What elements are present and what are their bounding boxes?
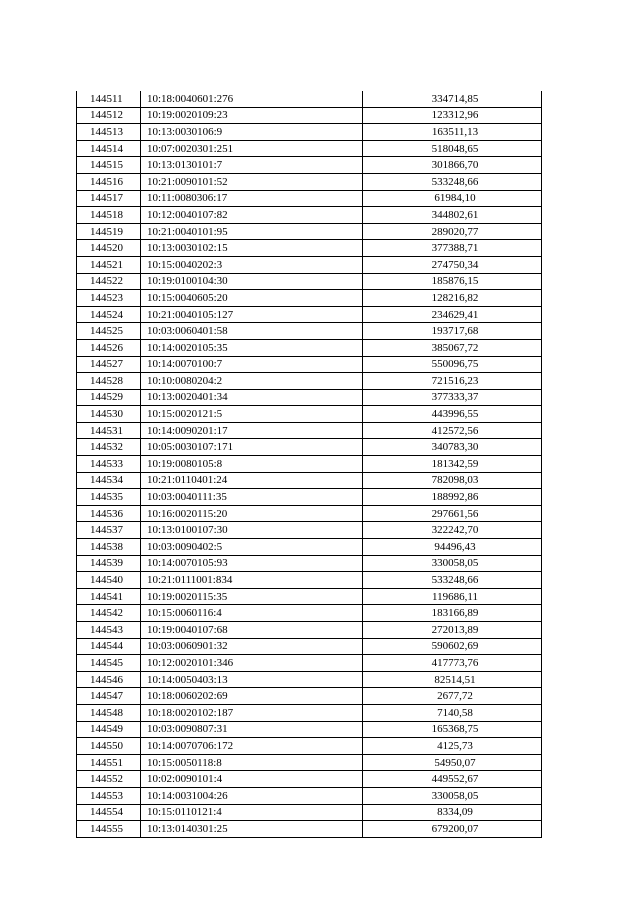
- cadastral-number-cell: 10:03:0040111:35: [141, 489, 363, 506]
- cadastral-number-cell: 10:14:0070706:172: [141, 738, 363, 755]
- cadastral-value-cell: 377388,71: [363, 240, 542, 257]
- table-row: [77, 406, 542, 423]
- cadastral-number-cell: 10:03:0090402:5: [141, 539, 363, 556]
- cadastral-number-cell: 10:14:0050403:13: [141, 671, 363, 688]
- cadastral-number-cell: 10:18:0060202:69: [141, 688, 363, 705]
- row-number-cell: 144517: [77, 190, 141, 207]
- table-row: [77, 107, 542, 124]
- table-row: [77, 804, 542, 821]
- cadastral-value-cell: 334714,85: [363, 91, 542, 107]
- cadastral-value-cell: 385067,72: [363, 339, 542, 356]
- table-row: [77, 223, 542, 240]
- row-number-cell: 144539: [77, 555, 141, 572]
- table-row: [77, 671, 542, 688]
- table-row: [77, 356, 542, 373]
- cadastral-number-cell: 10:13:0140301:25: [141, 821, 363, 838]
- table-row: [77, 439, 542, 456]
- cadastral-number-cell: 10:14:0020105:35: [141, 339, 363, 356]
- cadastral-number-cell: 10:21:0090101:52: [141, 173, 363, 190]
- cadastral-value-cell: 61984,10: [363, 190, 542, 207]
- cadastral-number-cell: 10:16:0020115:20: [141, 505, 363, 522]
- cadastral-number-cell: 10:03:0060401:58: [141, 323, 363, 340]
- row-number-cell: 144523: [77, 290, 141, 307]
- cadastral-value-cell: 193717,68: [363, 323, 542, 340]
- row-number-cell: 144534: [77, 472, 141, 489]
- cadastral-number-cell: 10:13:0100107:30: [141, 522, 363, 539]
- table-row: [77, 688, 542, 705]
- cadastral-value-cell: 412572,56: [363, 422, 542, 439]
- row-number-cell: 144533: [77, 456, 141, 473]
- cadastral-value-cell: 330058,05: [363, 555, 542, 572]
- cadastral-value-cell: 181342,59: [363, 456, 542, 473]
- cadastral-value-cell: 274750,34: [363, 256, 542, 273]
- cadastral-number-cell: 10:13:0030102:15: [141, 240, 363, 257]
- table-row: [77, 505, 542, 522]
- table-row: [77, 622, 542, 639]
- row-number-cell: 144519: [77, 223, 141, 240]
- cadastral-value-cell: 289020,77: [363, 223, 542, 240]
- cadastral-number-cell: 10:07:0020301:251: [141, 140, 363, 157]
- cadastral-number-cell: 10:19:0040107:68: [141, 622, 363, 639]
- cadastral-value-cell: 128216,82: [363, 290, 542, 307]
- table-row: [77, 522, 542, 539]
- table-row: [77, 721, 542, 738]
- cadastral-number-cell: 10:15:0050118:8: [141, 754, 363, 771]
- cadastral-value-cell: 4125,73: [363, 738, 542, 755]
- row-number-cell: 144555: [77, 821, 141, 838]
- table-row: [77, 572, 542, 589]
- table-row: [77, 256, 542, 273]
- cadastral-value-cell: 518048,65: [363, 140, 542, 157]
- row-number-cell: 144532: [77, 439, 141, 456]
- row-number-cell: 144536: [77, 505, 141, 522]
- cadastral-value-cell: 183166,89: [363, 605, 542, 622]
- cadastral-number-cell: 10:15:0040605:20: [141, 290, 363, 307]
- table-row: [77, 704, 542, 721]
- table-row: [77, 456, 542, 473]
- cadastral-value-cell: 533248,66: [363, 572, 542, 589]
- row-number-cell: 144521: [77, 256, 141, 273]
- row-number-cell: 144518: [77, 207, 141, 224]
- cadastral-value-cell: 533248,66: [363, 173, 542, 190]
- cadastral-number-cell: 10:21:0111001:834: [141, 572, 363, 589]
- cadastral-number-cell: 10:15:0060116:4: [141, 605, 363, 622]
- cadastral-value-cell: 679200,07: [363, 821, 542, 838]
- table-row: [77, 605, 542, 622]
- cadastral-number-cell: 10:19:0020115:35: [141, 588, 363, 605]
- row-number-cell: 144520: [77, 240, 141, 257]
- cadastral-number-cell: 10:13:0020401:34: [141, 389, 363, 406]
- row-number-cell: 144537: [77, 522, 141, 539]
- cadastral-value-cell: 344802,61: [363, 207, 542, 224]
- cadastral-value-cell: 301866,70: [363, 157, 542, 174]
- table-row: [77, 771, 542, 788]
- row-number-cell: 144544: [77, 638, 141, 655]
- cadastral-value-cell: 417773,76: [363, 655, 542, 672]
- cadastral-number-cell: 10:11:0080306:17: [141, 190, 363, 207]
- table-row: [77, 489, 542, 506]
- cadastral-value-cell: 297661,56: [363, 505, 542, 522]
- row-number-cell: 144535: [77, 489, 141, 506]
- cadastral-value-cell: 185876,15: [363, 273, 542, 290]
- cadastral-value-cell: 123312,96: [363, 107, 542, 124]
- row-number-cell: 144522: [77, 273, 141, 290]
- cadastral-value-table: [76, 91, 542, 838]
- row-number-cell: 144514: [77, 140, 141, 157]
- row-number-cell: 144528: [77, 373, 141, 390]
- cadastral-value-cell: 2677,72: [363, 688, 542, 705]
- row-number-cell: 144531: [77, 422, 141, 439]
- row-number-cell: 144540: [77, 572, 141, 589]
- cadastral-number-cell: 10:21:0040105:127: [141, 306, 363, 323]
- table-row: [77, 173, 542, 190]
- cadastral-number-cell: 10:02:0090101:4: [141, 771, 363, 788]
- cadastral-number-cell: 10:19:0080105:8: [141, 456, 363, 473]
- cadastral-value-cell: 188992,86: [363, 489, 542, 506]
- row-number-cell: 144551: [77, 754, 141, 771]
- row-number-cell: 144515: [77, 157, 141, 174]
- cadastral-number-cell: 10:12:0040107:82: [141, 207, 363, 224]
- table-row: [77, 373, 542, 390]
- table-row: [77, 273, 542, 290]
- cadastral-number-cell: 10:14:0031004:26: [141, 787, 363, 804]
- row-number-cell: 144552: [77, 771, 141, 788]
- cadastral-value-cell: 54950,07: [363, 754, 542, 771]
- table-row: [77, 240, 542, 257]
- cadastral-number-cell: 10:15:0020121:5: [141, 406, 363, 423]
- table-row: [77, 290, 542, 307]
- table-row: [77, 339, 542, 356]
- row-number-cell: 144524: [77, 306, 141, 323]
- cadastral-number-cell: 10:12:0020101:346: [141, 655, 363, 672]
- cadastral-number-cell: 10:05:0030107:171: [141, 439, 363, 456]
- cadastral-number-cell: 10:03:0090807:31: [141, 721, 363, 738]
- row-number-cell: 144525: [77, 323, 141, 340]
- table-row: [77, 124, 542, 141]
- table-row: [77, 754, 542, 771]
- row-number-cell: 144550: [77, 738, 141, 755]
- table-body: [77, 91, 542, 837]
- table-row: [77, 422, 542, 439]
- cadastral-value-cell: 7140,58: [363, 704, 542, 721]
- table-row: [77, 472, 542, 489]
- table-row: [77, 306, 542, 323]
- cadastral-value-cell: 377333,37: [363, 389, 542, 406]
- table-row: [77, 787, 542, 804]
- cadastral-value-cell: 443996,55: [363, 406, 542, 423]
- table-row: [77, 389, 542, 406]
- cadastral-value-cell: 163511,13: [363, 124, 542, 141]
- row-number-cell: 144549: [77, 721, 141, 738]
- cadastral-number-cell: 10:14:0070100:7: [141, 356, 363, 373]
- cadastral-value-cell: 234629,41: [363, 306, 542, 323]
- row-number-cell: 144554: [77, 804, 141, 821]
- cadastral-value-cell: 322242,70: [363, 522, 542, 539]
- cadastral-number-cell: 10:03:0060901:32: [141, 638, 363, 655]
- row-number-cell: 144526: [77, 339, 141, 356]
- cadastral-number-cell: 10:19:0020109:23: [141, 107, 363, 124]
- cadastral-value-cell: 272013,89: [363, 622, 542, 639]
- table-row: [77, 821, 542, 838]
- row-number-cell: 144530: [77, 406, 141, 423]
- cadastral-number-cell: 10:21:0040101:95: [141, 223, 363, 240]
- table-row: [77, 539, 542, 556]
- cadastral-number-cell: 10:15:0040202:3: [141, 256, 363, 273]
- row-number-cell: 144543: [77, 622, 141, 639]
- row-number-cell: 144545: [77, 655, 141, 672]
- cadastral-number-cell: 10:14:0090201:17: [141, 422, 363, 439]
- cadastral-number-cell: 10:18:0040601:276: [141, 91, 363, 107]
- cadastral-number-cell: 10:15:0110121:4: [141, 804, 363, 821]
- row-number-cell: 144538: [77, 539, 141, 556]
- row-number-cell: 144546: [77, 671, 141, 688]
- row-number-cell: 144511: [77, 91, 141, 107]
- cadastral-value-cell: 330058,05: [363, 787, 542, 804]
- cadastral-value-cell: 550096,75: [363, 356, 542, 373]
- table-row: [77, 91, 542, 107]
- cadastral-number-cell: 10:14:0070105:93: [141, 555, 363, 572]
- cadastral-number-cell: 10:21:0110401:24: [141, 472, 363, 489]
- cadastral-value-cell: 119686,11: [363, 588, 542, 605]
- table-row: [77, 207, 542, 224]
- cadastral-number-cell: 10:13:0030106:9: [141, 124, 363, 141]
- cadastral-value-cell: 590602,69: [363, 638, 542, 655]
- table-row: [77, 738, 542, 755]
- cadastral-value-cell: 8334,09: [363, 804, 542, 821]
- cadastral-number-cell: 10:19:0100104:30: [141, 273, 363, 290]
- table-row: [77, 323, 542, 340]
- table-row: [77, 588, 542, 605]
- cadastral-value-cell: 721516,23: [363, 373, 542, 390]
- cadastral-number-cell: 10:18:0020102:187: [141, 704, 363, 721]
- row-number-cell: 144548: [77, 704, 141, 721]
- row-number-cell: 144513: [77, 124, 141, 141]
- row-number-cell: 144541: [77, 588, 141, 605]
- table-row: [77, 190, 542, 207]
- cadastral-value-cell: 340783,30: [363, 439, 542, 456]
- row-number-cell: 144529: [77, 389, 141, 406]
- cadastral-value-cell: 165368,75: [363, 721, 542, 738]
- row-number-cell: 144547: [77, 688, 141, 705]
- table-row: [77, 157, 542, 174]
- row-number-cell: 144512: [77, 107, 141, 124]
- row-number-cell: 144553: [77, 787, 141, 804]
- table-row: [77, 140, 542, 157]
- cadastral-value-cell: 449552,67: [363, 771, 542, 788]
- table-row: [77, 555, 542, 572]
- cadastral-value-cell: 782098,03: [363, 472, 542, 489]
- row-number-cell: 144542: [77, 605, 141, 622]
- table-row: [77, 638, 542, 655]
- cadastral-value-cell: 94496,43: [363, 539, 542, 556]
- row-number-cell: 144527: [77, 356, 141, 373]
- cadastral-value-cell: 82514,51: [363, 671, 542, 688]
- cadastral-number-cell: 10:13:0130101:7: [141, 157, 363, 174]
- row-number-cell: 144516: [77, 173, 141, 190]
- table-row: [77, 655, 542, 672]
- cadastral-number-cell: 10:10:0080204:2: [141, 373, 363, 390]
